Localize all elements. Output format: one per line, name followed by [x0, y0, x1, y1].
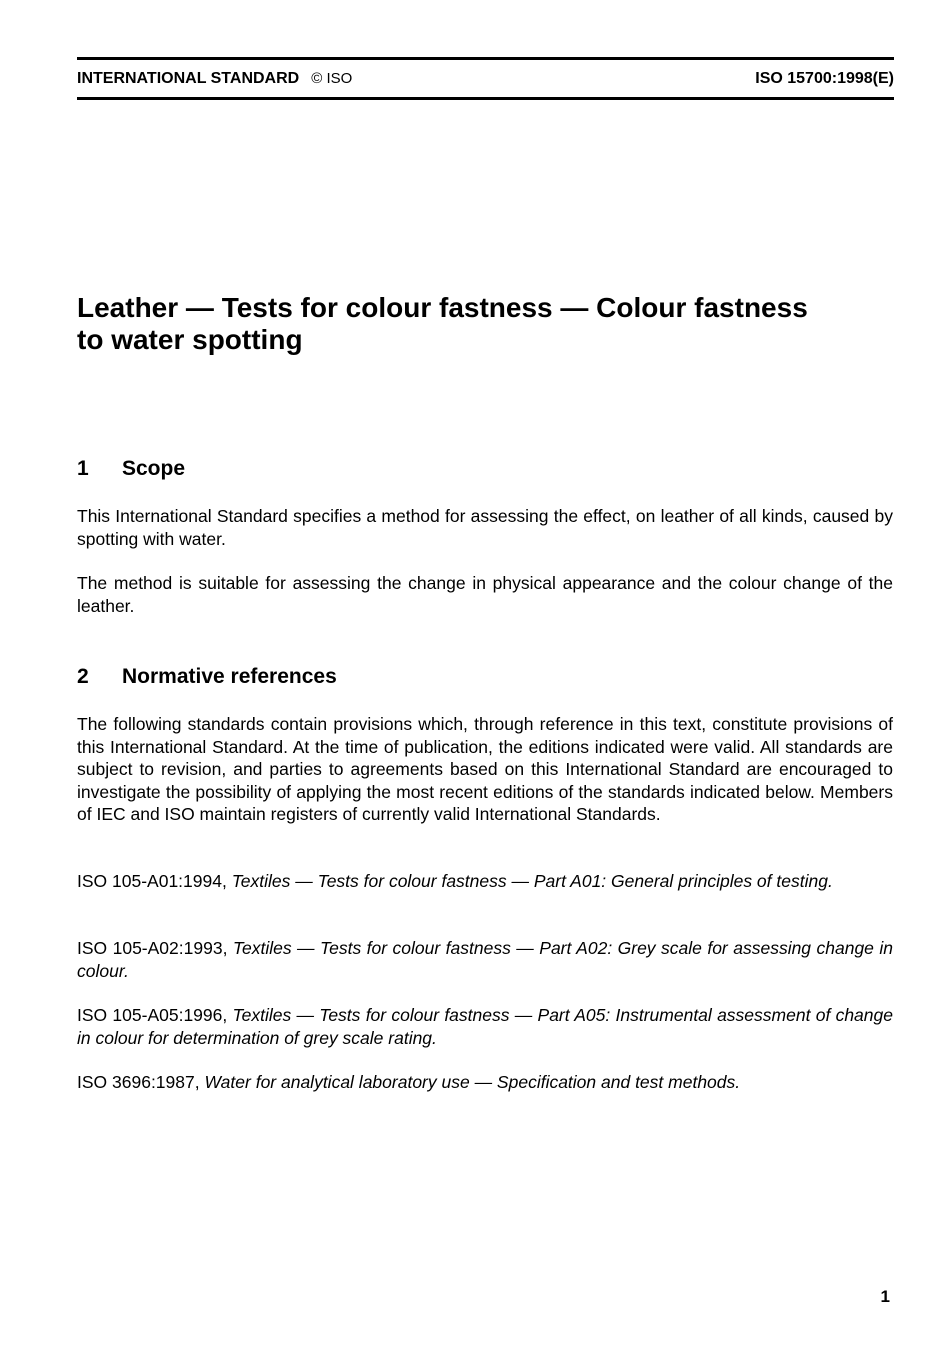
reference-title: Textiles — Tests for colour fastness — Part A01: General principles of testing.	[231, 871, 833, 891]
header-standard-label: INTERNATIONAL STANDARD	[77, 70, 300, 87]
section-title: Scope	[122, 457, 186, 480]
reference-item	[77, 937, 893, 982]
reference-title: Textiles — Tests for colour fastness — Part A02: Grey scale for assessing change in colour.	[77, 938, 894, 981]
section-heading-normative-references	[77, 664, 894, 690]
reference-item	[77, 1004, 893, 1049]
section-title: Normative references	[122, 665, 337, 688]
reference-title: Textiles — Tests for colour fastness — Part A05: Instrumental assessment of change in colour for determination of grey scale rating.	[77, 1005, 893, 1048]
document-title	[77, 292, 894, 356]
header-copyright: © ISO	[311, 70, 353, 87]
header-bottom-rule	[77, 97, 894, 100]
document-title-line-2: to water spotting	[77, 324, 303, 355]
reference-title: Water for analytical laboratory use — Specification and test methods.	[204, 1072, 741, 1092]
header-top-rule	[77, 57, 894, 60]
scope-paragraph-1: This International Standard specifies a method for assessing the effect, on leather of all kinds, caused by spotting with water.	[77, 506, 893, 549]
reference-item	[77, 870, 893, 893]
reference-number: ISO 3696:1987,	[77, 1072, 200, 1092]
header-document-id: ISO 15700:1998(E)	[755, 70, 894, 87]
page-number: 1	[880, 1287, 890, 1306]
running-header	[77, 68, 894, 90]
reference-number: ISO 105-A05:1996,	[77, 1005, 228, 1025]
reference-number: ISO 105-A02:1993,	[77, 938, 228, 958]
header-left	[77, 68, 352, 90]
reference-item	[77, 1071, 893, 1094]
reference-number: ISO 105-A01:1994,	[77, 871, 227, 891]
section-number: 2	[77, 665, 89, 688]
normative-references-intro: The following standards contain provisions which, through reference in this text, constitute provisions of this International Standard. At the time of publication, the editions indicated were valid. All standards are subject to revision, and parties to agreements based on this International Standard are encouraged to investigate the possibility of applying the most recent editions of the standards indicated below. Members of IEC and ISO maintain registers of currently valid International Standards.	[77, 714, 893, 824]
document-title-line-1: Leather — Tests for colour fastness — Colour fastness	[77, 292, 808, 323]
scope-paragraph-2: The method is suitable for assessing the change in physical appearance and the colour change of the leather.	[77, 573, 893, 616]
section-heading-scope	[77, 456, 894, 482]
section-number: 1	[77, 457, 89, 480]
